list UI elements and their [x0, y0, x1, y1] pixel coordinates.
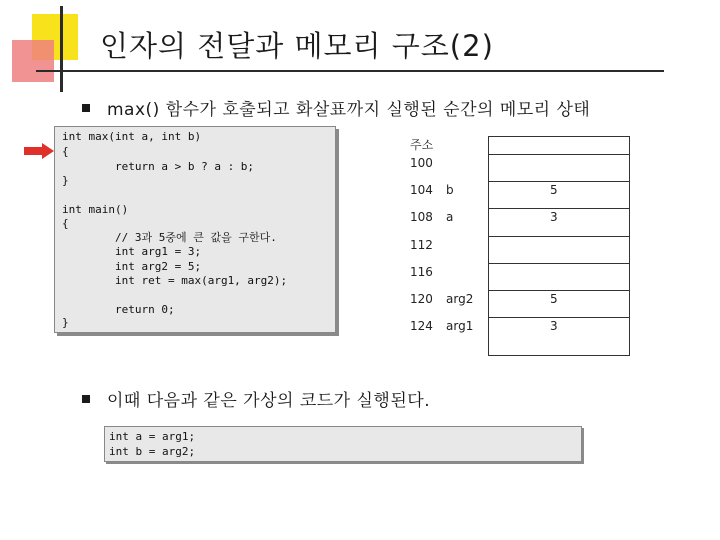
memory-row [408, 263, 630, 289]
execution-arrow-icon [24, 143, 54, 159]
memory-address: 112 [410, 238, 433, 252]
memory-divider [488, 154, 630, 155]
memory-divider [488, 290, 630, 291]
memory-divider [488, 208, 630, 209]
memory-value: 5 [550, 183, 558, 197]
memory-diagram [408, 132, 630, 356]
memory-value: 5 [550, 292, 558, 306]
memory-address: 104 [410, 183, 433, 197]
code-line: int arg1 = 3; [62, 245, 202, 258]
memory-row [408, 290, 630, 316]
code-line: } [62, 174, 69, 187]
memory-address: 116 [410, 265, 433, 279]
memory-var-name: arg1 [446, 319, 474, 333]
code-line: { [62, 217, 69, 230]
memory-divider [488, 181, 630, 182]
memory-address-header: 주소 [410, 138, 434, 152]
memory-address: 108 [410, 210, 433, 224]
memory-var-name: a [446, 210, 454, 224]
decor-red-square [12, 40, 54, 82]
memory-row [408, 154, 630, 180]
title-underline [36, 70, 664, 72]
code-line: int main() [62, 203, 129, 216]
code-line: { [62, 145, 69, 158]
memory-row [408, 208, 630, 234]
code-line: // 3과 5중에 큰 값을 구한다. [62, 231, 277, 244]
code-line: int a = arg1; [109, 430, 196, 443]
code-block-virtual [104, 426, 582, 462]
code-line: int max(int a, int b) [62, 130, 202, 143]
memory-value: 3 [550, 210, 558, 224]
memory-divider [488, 317, 630, 318]
code-line: return 0; [62, 303, 175, 316]
memory-address: 100 [410, 156, 433, 170]
memory-divider [488, 263, 630, 264]
square-bullet-icon [82, 104, 90, 112]
memory-address: 124 [410, 319, 433, 333]
code-line: int arg2 = 5; [62, 260, 202, 273]
memory-divider [488, 236, 630, 237]
bullet-text: 이때 다음과 같은 가상의 코드가 실행된다. [107, 391, 431, 411]
memory-var-name: b [446, 183, 454, 197]
code-block-main [54, 126, 336, 333]
slide-title: 인자의 전달과 메모리 구조(2) [100, 29, 494, 63]
memory-value: 3 [550, 319, 558, 333]
code-line: } [62, 316, 69, 329]
code-line: return a > b ? a : b; [62, 160, 255, 173]
memory-row [408, 181, 630, 207]
memory-row [408, 236, 630, 262]
code-line: int b = arg2; [109, 445, 196, 458]
decor-vertical-line [60, 6, 63, 92]
bullet-text: max() 함수가 호출되고 화살표까지 실행된 순간의 메모리 상태 [107, 100, 591, 120]
memory-row [408, 317, 630, 343]
bullet-item-2 [82, 386, 430, 411]
code-line: int ret = max(arg1, arg2); [62, 274, 288, 287]
memory-address: 120 [410, 292, 433, 306]
bullet-item-1 [82, 95, 590, 120]
memory-var-name: arg2 [446, 292, 474, 306]
square-bullet-icon [82, 395, 90, 403]
